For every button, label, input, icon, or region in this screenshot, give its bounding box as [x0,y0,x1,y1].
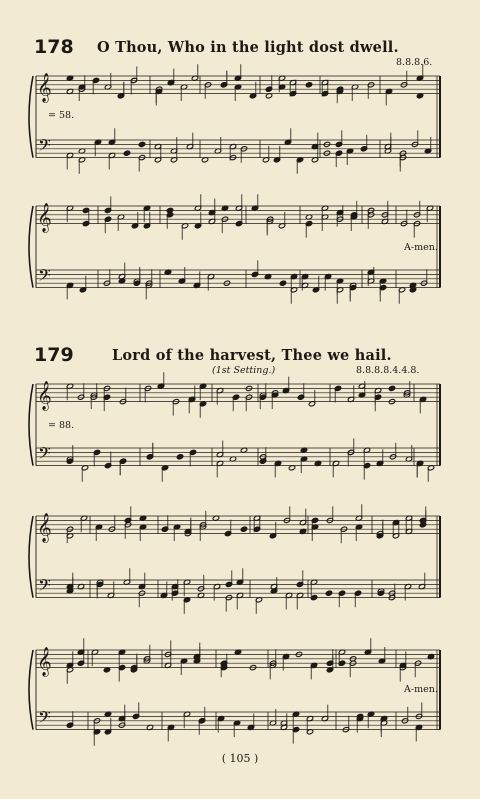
hymn-number: 179 [34,344,74,366]
bass-clef-icon: 𝄢 [38,443,51,468]
note-head [305,82,312,88]
note-head [123,150,130,156]
treble-clef-icon: 𝄞 [37,380,52,410]
note-head [388,385,395,391]
setting-label: (1st Setting.) [212,365,276,376]
page-number: ( 105 ) [221,752,259,765]
hymn-meter: 8.8.8.8.4.4.8. [356,365,420,376]
system-brace [29,650,33,730]
tempo-marking: = 58. [48,110,75,121]
amen-text: A-men. [404,684,438,695]
hymn-number: 178 [34,36,74,58]
tempo-marking: = 88. [48,420,75,431]
note-head [161,526,168,532]
bass-clef-icon: 𝄢 [38,265,51,290]
amen-text: A-men. [404,242,438,253]
treble-clef-icon: 𝄞 [37,72,52,102]
bass-clef-icon: 𝄢 [38,575,51,600]
hymn-title: O Thou, Who in the light dost dwell. [97,39,399,56]
system-brace [29,384,33,466]
hymn-title: Lord of the harvest, Thee we hail. [112,347,392,364]
note-head [240,526,247,532]
bass-clef-icon: 𝄢 [38,707,51,732]
system-brace [29,206,33,288]
note-head [279,280,286,286]
treble-clef-icon: 𝄞 [37,202,52,232]
note-head [176,454,183,460]
treble-clef-icon: 𝄞 [37,512,52,542]
system-brace [29,516,33,598]
bass-clef-icon: 𝄢 [38,135,51,160]
system-brace [29,76,33,158]
treble-clef-icon: 𝄞 [37,646,52,676]
note-head [325,590,332,596]
hymn-meter: 8.8.8.6. [396,57,433,68]
note-head [138,141,145,147]
